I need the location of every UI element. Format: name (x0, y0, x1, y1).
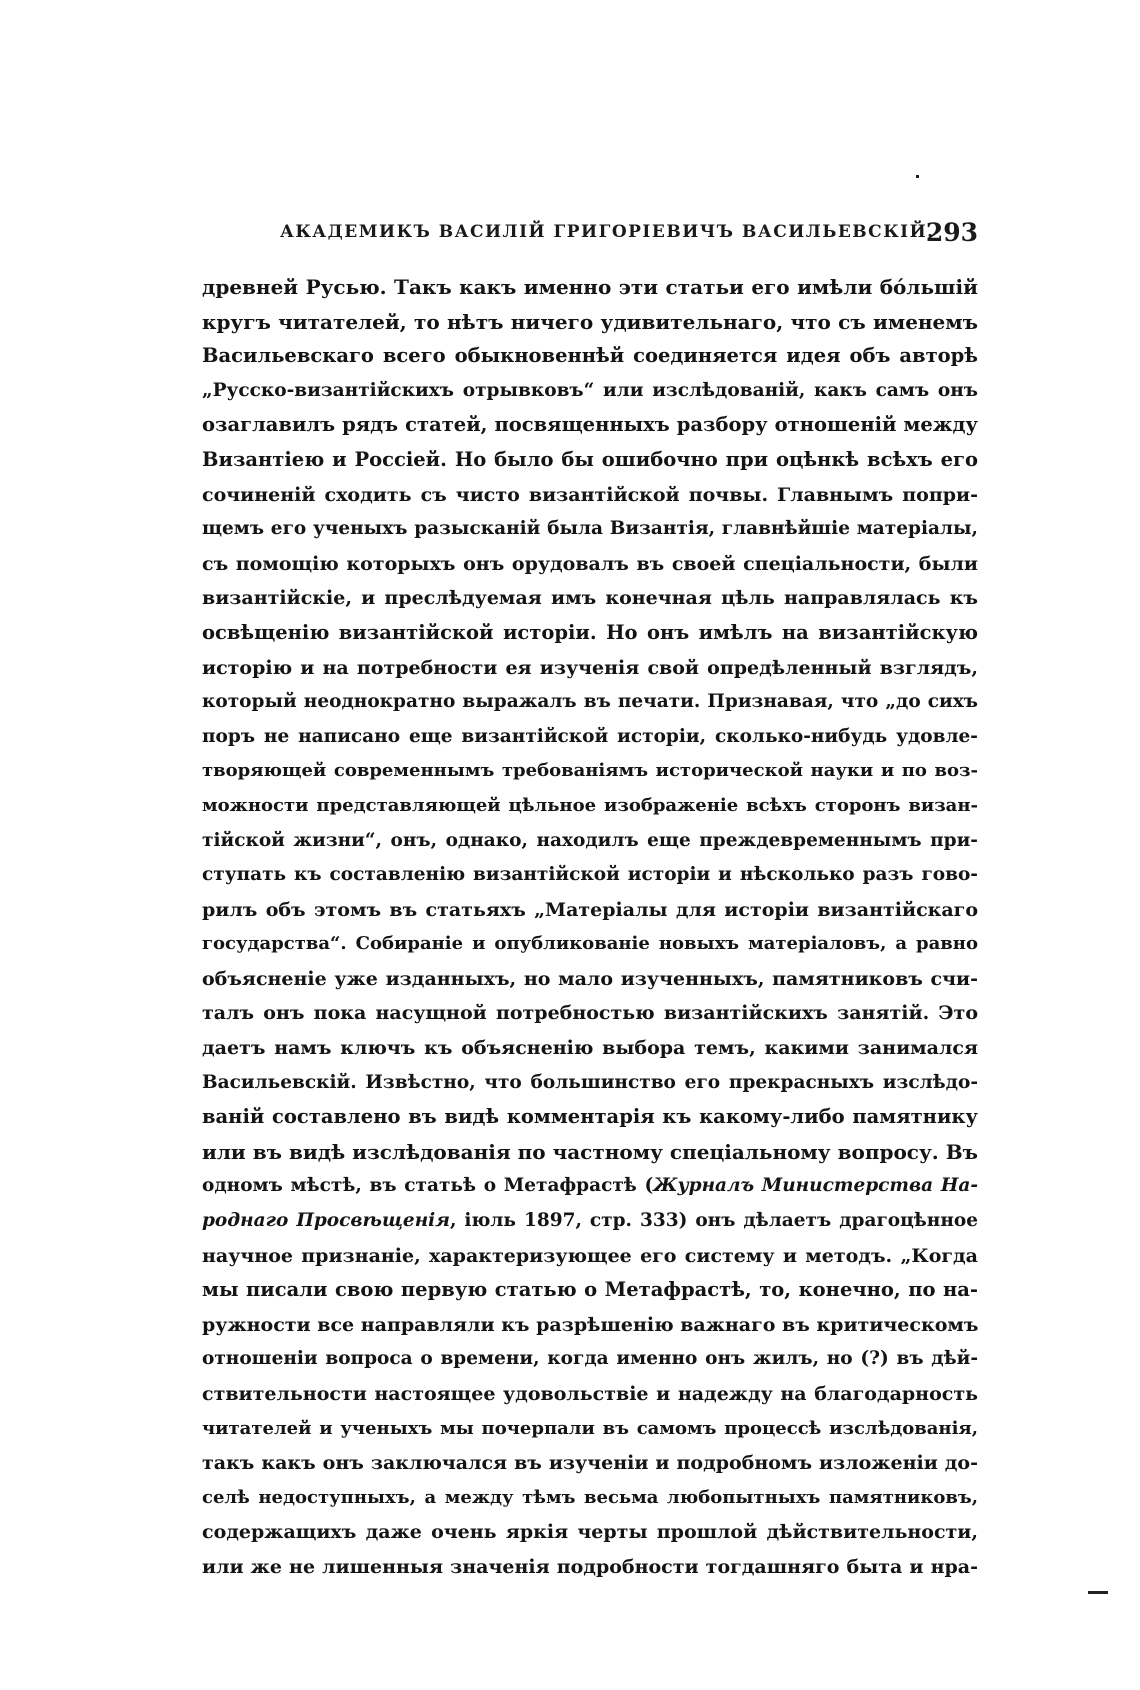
text-line: научное признаніе, характеризующее его систему и методъ. „Когда (202, 1244, 978, 1267)
text-line: такъ какъ онъ заключался въ изученіи и подробномъ изложеніи до- (202, 1452, 978, 1475)
text-line: отношеніи вопроса о времени, когда именно онъ жилъ, но (?) въ дѣй- (202, 1348, 978, 1370)
text-line: который неоднократно выражалъ въ печати. Признавая, что „до сихъ (202, 691, 978, 713)
text-line-mixed (202, 1204, 978, 1239)
text-line: Васильевскаго всего обыкновеннѣй соединяется идея объ авторѣ (202, 344, 978, 368)
text-line-mixed (202, 1169, 978, 1204)
body-text (202, 270, 978, 1585)
text-line: Византіею и Россіей. Но было бы ошибочно при оцѣнкѣ всѣхъ его (202, 447, 978, 471)
text-line: освѣщенію византійской исторіи. Но онъ имѣлъ на византійскую (202, 620, 978, 644)
page-number: 293 (925, 218, 978, 247)
speck-mark (1088, 1591, 1108, 1594)
text-line: „Русско-византійскихъ отрывковъ“ или изслѣдованій, какъ самъ онъ (202, 379, 978, 401)
text-line: талъ онъ пока насущной потребностью византійскихъ занятій. Это (202, 1002, 978, 1025)
italic-title-segment: роднаго Просвѣщенія (202, 1210, 450, 1232)
text-line: поръ не написано еще византійской исторіи, сколько-нибудь удовле- (202, 725, 978, 747)
text-line: Васильевскій. Извѣстно, что большинство его прекрасныхъ изслѣдо- (202, 1071, 978, 1093)
text-line: кругъ читателей, то нѣтъ ничего удивительнаго, что съ именемъ (202, 309, 978, 334)
page-header (280, 218, 978, 262)
text-line: ступать къ составленію византійской исторіи и нѣсколько разъ гово- (202, 864, 978, 886)
text-line: сочиненій сходить съ чисто византійской почвы. Главнымъ попри- (202, 483, 978, 506)
text-line: содержащихъ даже очень яркія черты прошлой дѣйствительности, (202, 1521, 978, 1544)
text-line: или въ видѣ изслѣдованія по частному спеціальному вопросу. Въ (202, 1139, 978, 1164)
text-line: византійскіе, и преслѣдуемая имъ конечная цѣль направлялась къ (202, 587, 978, 610)
text-line: или же не лишенныя значенія подробности тогдашняго быта и нра- (202, 1555, 978, 1578)
text-line: ствительности настоящее удовольствіе и надежду на благодарность (202, 1383, 978, 1405)
text-line: съ помощію которыхъ онъ орудовалъ въ своей спеціальности, были (202, 552, 978, 575)
text-line: рилъ объ этомъ въ статьяхъ „Матеріалы для исторіи византійскаго (202, 898, 978, 921)
text-line: творяющей современнымъ требованіямъ исторической науки и по воз- (202, 760, 978, 782)
text-line: объясненіе уже изданныхъ, но мало изученныхъ, памятниковъ счи- (202, 967, 978, 990)
text-line: ружности все направляли къ разрѣшенію важнаго въ критическомъ (202, 1313, 978, 1336)
text-line: щемъ его ученыхъ разысканій была Византія, главнѣйшіе матеріалы, (202, 518, 978, 540)
text-line: тійской жизни“, онъ, однако, находилъ еще преждевременнымъ при- (202, 829, 978, 851)
text-line: даетъ намъ ключъ къ объясненію выбора темъ, какими занимался (202, 1037, 978, 1060)
italic-title-segment: Журналъ Министерства На- (653, 1175, 978, 1197)
text-line: ваній составлено въ видѣ комментарія къ какому-либо памятнику (202, 1105, 978, 1129)
text-line: государства“. Собираніе и опубликованіе новыхъ матеріаловъ, а равно (202, 933, 978, 955)
text-line: можности представляющей цѣльное изображеніе всѣхъ сторонъ визан- (202, 794, 978, 816)
text-segment: одномъ мѣстѣ, въ статьѣ о Метафрастѣ ( (202, 1175, 654, 1197)
running-title: АКАДЕМИКЪ ВАСИЛІЙ ГРИГОРІЕВИЧЪ ВАСИЛЬЕВСКІЙ. (280, 222, 935, 242)
speck-mark (916, 175, 919, 178)
text-line: мы писали свою первую статью о Метафрастѣ, то, конечно, по на- (202, 1278, 978, 1302)
text-line: селѣ недоступныхъ, а между тѣмъ весьма любопытныхъ памятниковъ, (202, 1486, 978, 1508)
text-line: исторію и на потребности ея изученія свой опредѣленный взглядъ, (202, 656, 978, 679)
text-line: древней Русью. Такъ какъ именно эти статьи его имѣли бóльшій (202, 275, 978, 299)
text-line: озаглавилъ рядъ статей, посвященныхъ разбору отношеній между (202, 413, 978, 437)
text-segment: , іюль 1897, стр. 333) онъ дѣлаетъ драгоцѣнное (449, 1210, 978, 1232)
text-line: читателей и ученыхъ мы почерпали въ самомъ процессѣ изслѣдованія, (202, 1417, 978, 1439)
